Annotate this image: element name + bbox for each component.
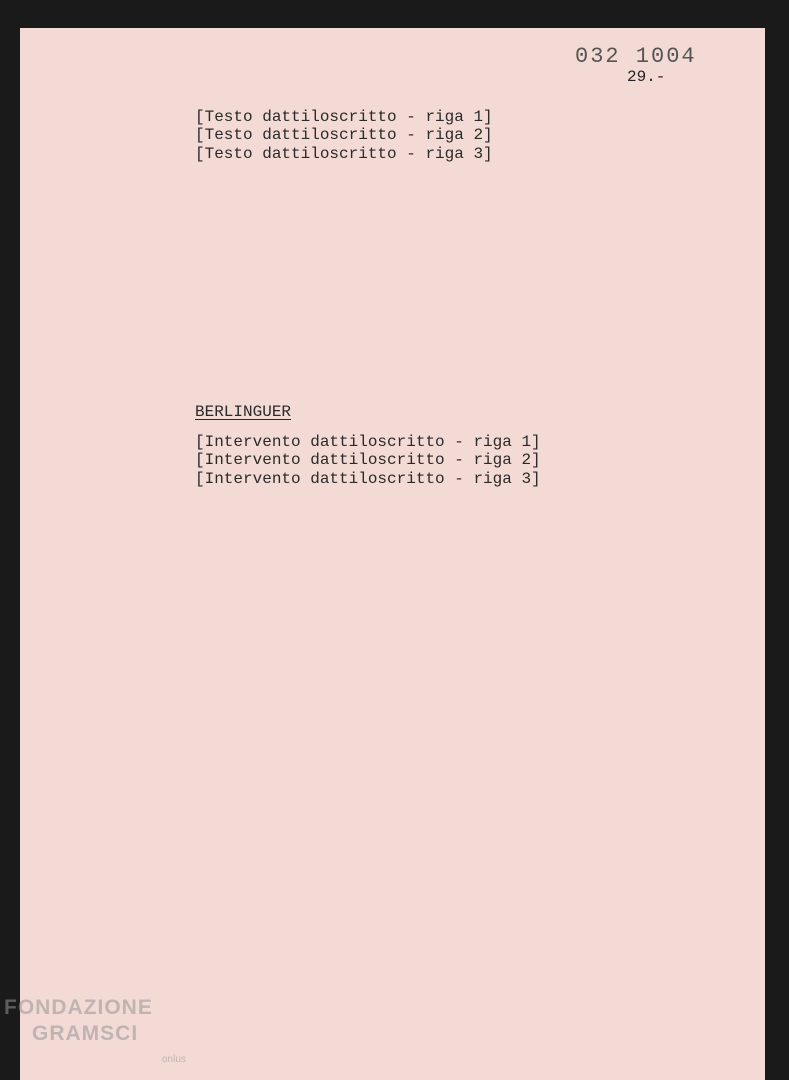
archive-reference-number: 032 1004	[575, 44, 697, 69]
fondazione-gramsci-watermark	[4, 995, 186, 1065]
speaker-heading: BERLINGUER	[195, 403, 292, 421]
page-number: 29.-	[627, 68, 666, 86]
watermark-line-2: GRAMSCI	[32, 1022, 139, 1045]
text-line: [Intervento dattiloscritto - riga 1]	[195, 433, 541, 451]
paragraph-2	[195, 433, 755, 488]
text-line: [Testo dattiloscritto - riga 2]	[195, 126, 493, 145]
paragraph-1	[195, 108, 755, 163]
watermark-line-1: FONDAZIONE	[4, 996, 153, 1019]
text-line: [Testo dattiloscritto - riga 3]	[195, 144, 493, 163]
text-line: [Testo dattiloscritto - riga 1]	[195, 108, 493, 126]
document-page	[20, 28, 765, 1080]
text-line: [Intervento dattiloscritto - riga 3]	[195, 469, 541, 488]
watermark-line-3: onlus	[162, 1054, 186, 1065]
text-line: [Intervento dattiloscritto - riga 2]	[195, 451, 541, 470]
